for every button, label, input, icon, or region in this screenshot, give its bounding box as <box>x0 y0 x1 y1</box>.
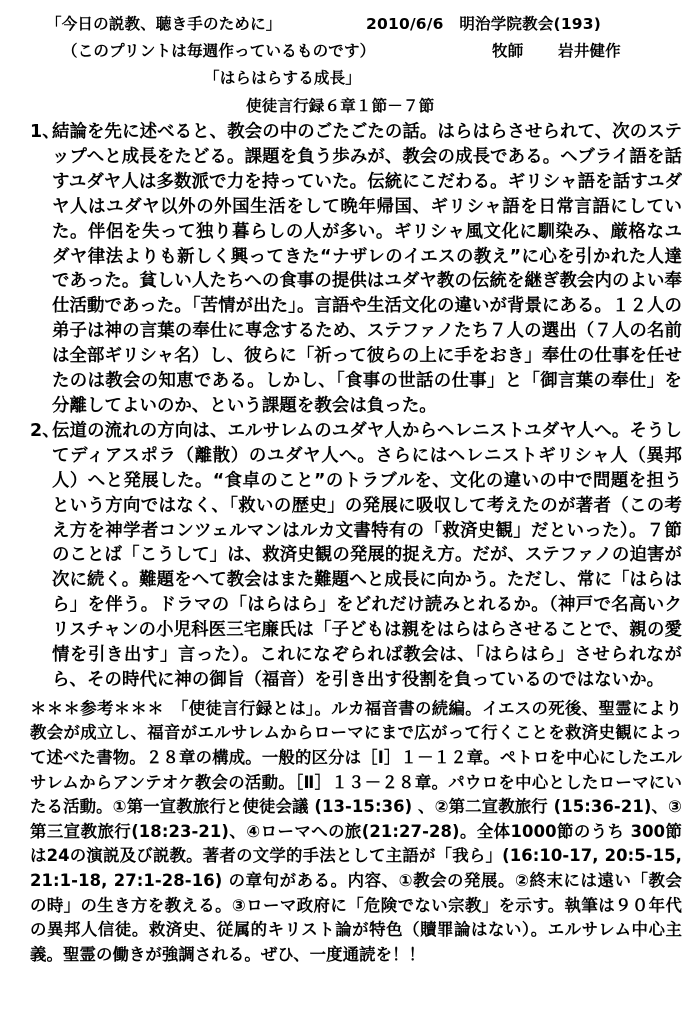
section-1 <box>30 120 682 419</box>
section-text: 結論を先に述べると、教会の中のごたごたの話。はらはらさせられて、次のステップへと成長をたどる。課題を負う歩みが、教会の成長である。ヘブライ語を話すユダヤ人は多数派で力を持っていた。伝統にこだわる。ギリシャ語を話すユダヤ人はユダヤ以外の外国生活をして晩年帰国、ギリシャ語を日常言語にしていた。伴侶を失って独り暮らしの人が多い。ギリシャ風文化に馴染み、厳格なユダヤ律法よりも新しく興ってきた“ナザレのイエスの教え”に心を引かれた人達であった。貧しい人たちへの食事の提供はユダヤ教の伝統を継ぎ教会内のよい奉仕活動であった。「苦情が出た」。言語や生活文化の違いが背景にある。１２人の弟子は神の言葉の奉仕に専念するため、ステファノたち７人の選出（７人の名前は全部ギリシャ名）し、彼らに「祈って彼らの上に手をおき」奉仕の仕事を任せたのは教会の知恵である。しかし、「食事の世話の仕事」と「御言葉の奉仕」を分離してよいのか、という課題を教会は負った。 <box>52 122 682 416</box>
sermon-title: 「はらはらする成長」 <box>204 69 362 87</box>
pastor-name: 岩井健作 <box>558 42 621 60</box>
reference-note <box>30 697 682 968</box>
handout-title: 「今日の説教、聴き手のために」 <box>46 15 282 33</box>
pastor-label: 牧師 <box>492 42 524 60</box>
sermon-body <box>30 120 682 967</box>
scripture-reference: 使徒言行録６章１節－７節 <box>246 97 435 115</box>
print-note: （このプリントは毎週作っているものです） <box>62 42 376 60</box>
section-2 <box>30 419 682 693</box>
section-text: 伝道の流れの方向は、エルサレムのユダヤ人からヘレニストユダヤ人へ。そうしてディアスポラ（離散）のユダヤ人へ。さらにはヘレニストギリシャ人（異邦人）へと発展した。“食卓のこと”のトラブルを、文化の違いの中で問題を担うという方向ではなく、「救いの歴史」の発展に吸収して考えたのが著者（この考え方を神学者コンツェルマンはルカ文書特有の「救済史観」だといった）。７節のことば「こうして」は、救済史観の発展的捉え方。だが、ステファノの迫害が次に続く。難題をへて教会はまた難題へと成長に向かう。ただし、常に「はらはら」を伴う。ドラマの「はらはら」をどれだけ読みとれるか。（神戸で名高いクリスチャンの小児科医三宅廉氏は「子どもは親をはらはらさせることで、親の愛情を引き出す」言った）。これになぞられば教会は、「はらはら」させられながら、その時代に神の御旨（福音）を引き出す役割を負っているのではないか。 <box>52 420 682 690</box>
date-and-church: 2010/6/6 明治学院教会(193) <box>366 15 602 33</box>
reference-marker: ＊＊＊参考＊＊＊ <box>30 698 164 718</box>
reference-text: 「使徒言行録とは」。ルカ福音書の続編。イエスの死後、聖霊により教会が成立し、福音がエルサレムからローマにまで広がって行くことを救済史観によって述べた書物。２８章の構成。一般的区分は［Ⅰ］１－１２章。ペトロを中心にしたエルサレムからアンテオケ教会の活動。［Ⅱ］１３－２８章。パウロを中心としたローマにいたる活動。①第一宣教旅行と使徒会議 (13-15:36) 、②第二宣教旅行 (15:36-21)、③第三宣教旅行(18:23-21)、④ローマへの旅(21:27-28)。全体1000節のうち 300節は24の演説及び説教。著者の文学的手法として主語が「我ら」(16:10-17, 20:5-15, 21:1-18, 27:1-28-16) の章句がある。内容、①教会の発展。②終末には遠い「教会の時」の生き方を教える。③ローマ政府に「危険でない宗教」を示す。執筆は９０年代の異邦人信徒。救済史、従属的キリスト論が特色（贖罪論はない）。エルサレム中心主義。聖霊の働きが強調される。ぜひ、一度通読を！！ <box>30 698 682 964</box>
section-number: 1、 <box>30 122 60 142</box>
section-number: 2、 <box>30 420 60 441</box>
